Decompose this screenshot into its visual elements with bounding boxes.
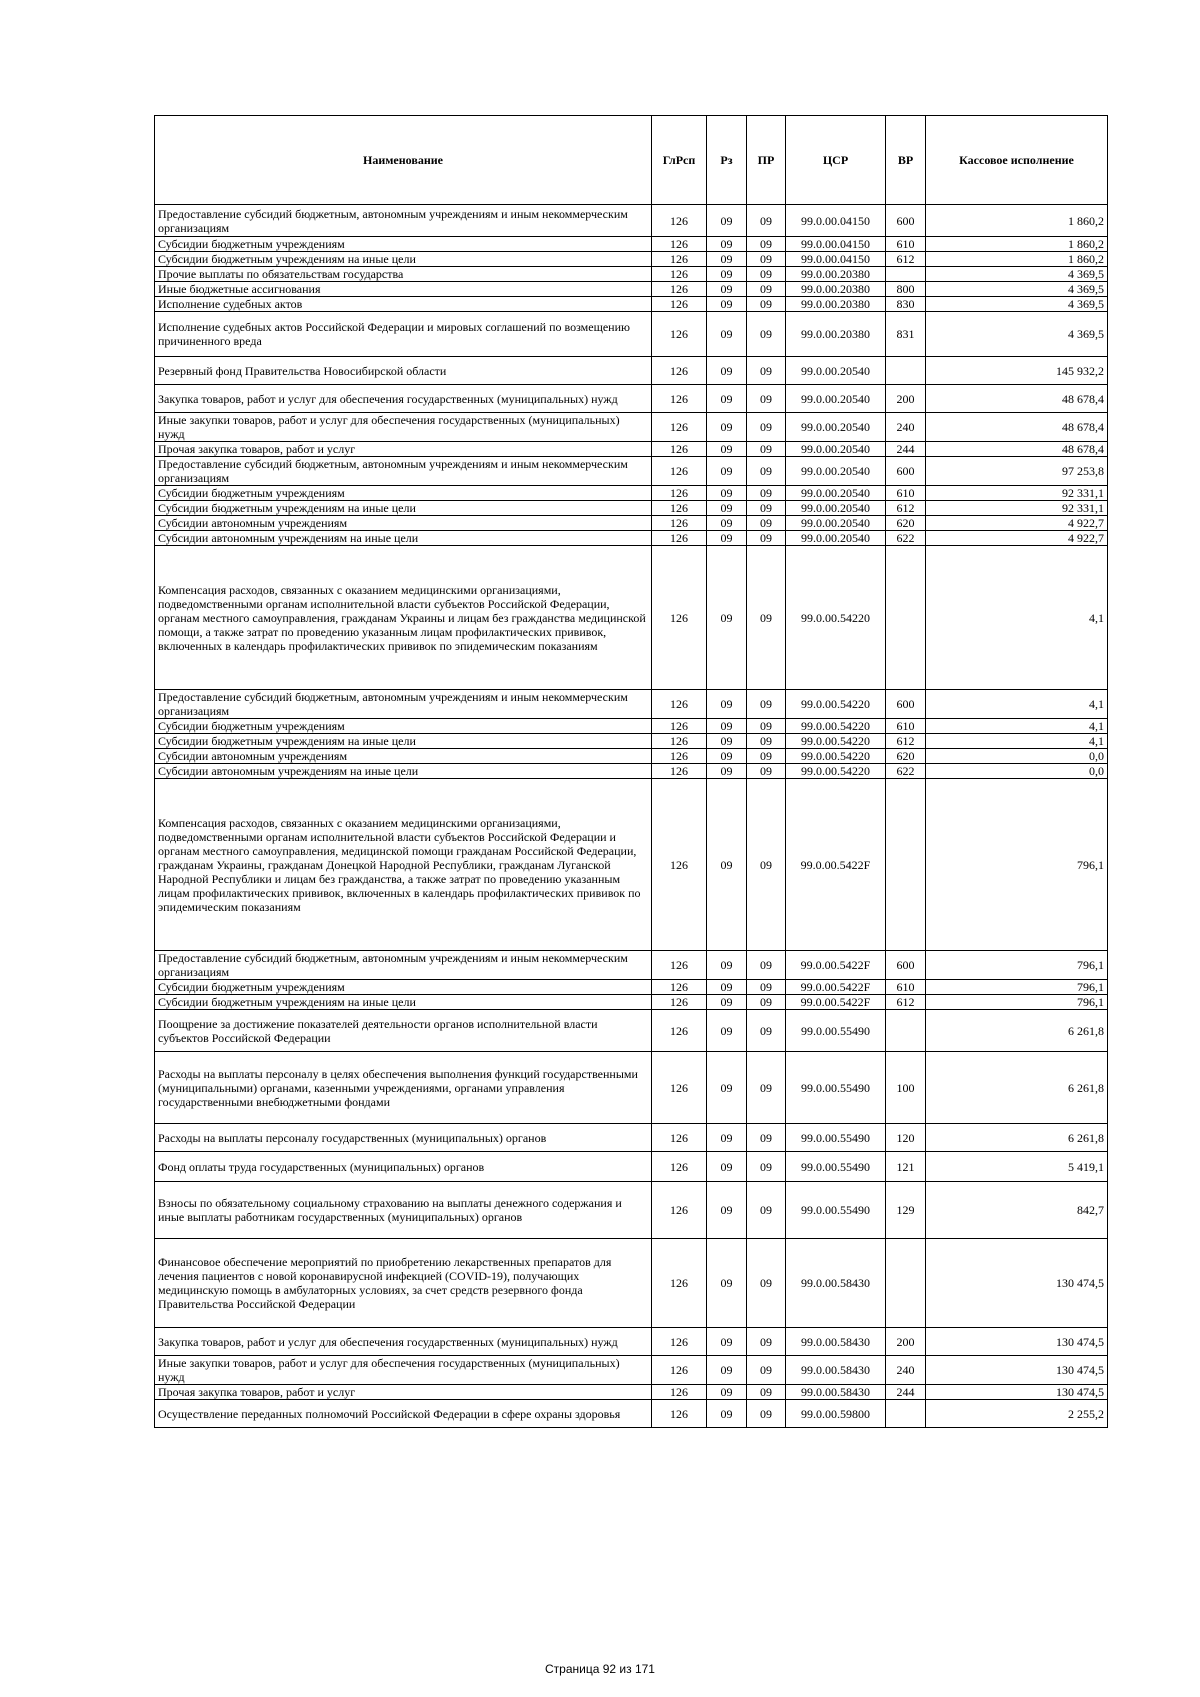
cell-name: Поощрение за достижение показателей деятельности органов исполнительной власти субъектов Российской Федерации [155, 1010, 652, 1052]
table-row [155, 252, 1108, 267]
cell-glrsp: 126 [652, 267, 707, 282]
cell-rz: 09 [707, 1356, 747, 1385]
cell-vr: 610 [886, 980, 926, 995]
cell-pr: 09 [747, 501, 786, 516]
cell-rz: 09 [707, 1182, 747, 1239]
cell-name: Прочая закупка товаров, работ и услуг [155, 442, 652, 457]
cell-vr: 610 [886, 486, 926, 501]
cell-rz: 09 [707, 980, 747, 995]
table-row [155, 1328, 1108, 1356]
cell-csr: 99.0.00.5422F [786, 951, 886, 980]
cell-rz: 09 [707, 457, 747, 486]
table-row [155, 1010, 1108, 1052]
table-row [155, 546, 1108, 690]
table-row [155, 442, 1108, 457]
cell-vr: 622 [886, 764, 926, 779]
cell-pr: 09 [747, 749, 786, 764]
cell-pr: 09 [747, 734, 786, 749]
cell-csr: 99.0.00.20540 [786, 413, 886, 442]
cell-pr: 09 [747, 252, 786, 267]
cell-vr: 612 [886, 734, 926, 749]
cell-amount: 4 922,7 [926, 516, 1108, 531]
cell-rz: 09 [707, 546, 747, 690]
cell-amount: 796,1 [926, 951, 1108, 980]
cell-glrsp: 126 [652, 1400, 707, 1428]
cell-rz: 09 [707, 501, 747, 516]
cell-name: Субсидии бюджетным учреждениям [155, 980, 652, 995]
cell-csr: 99.0.00.54220 [786, 546, 886, 690]
cell-csr: 99.0.00.20540 [786, 357, 886, 385]
cell-name: Закупка товаров, работ и услуг для обеспечения государственных (муниципальных) нужд [155, 385, 652, 413]
cell-pr: 09 [747, 1400, 786, 1428]
cell-glrsp: 126 [652, 690, 707, 719]
cell-vr: 600 [886, 205, 926, 237]
table-row [155, 719, 1108, 734]
cell-rz: 09 [707, 237, 747, 252]
cell-csr: 99.0.00.20380 [786, 312, 886, 357]
cell-pr: 09 [747, 282, 786, 297]
cell-name: Субсидии автономным учреждениям [155, 749, 652, 764]
cell-csr: 99.0.00.55490 [786, 1152, 886, 1182]
cell-amount: 1 860,2 [926, 237, 1108, 252]
table-row [155, 297, 1108, 312]
cell-name: Резервный фонд Правительства Новосибирской области [155, 357, 652, 385]
cell-csr: 99.0.00.54220 [786, 719, 886, 734]
cell-amount: 842,7 [926, 1182, 1108, 1239]
cell-amount: 5 419,1 [926, 1152, 1108, 1182]
cell-rz: 09 [707, 749, 747, 764]
cell-vr: 612 [886, 995, 926, 1010]
cell-csr: 99.0.00.20380 [786, 267, 886, 282]
table-row [155, 980, 1108, 995]
table-row [155, 501, 1108, 516]
cell-glrsp: 126 [652, 205, 707, 237]
cell-rz: 09 [707, 413, 747, 442]
cell-name: Предоставление субсидий бюджетным, автономным учреждениям и иным некоммерческим организациям [155, 205, 652, 237]
cell-pr: 09 [747, 516, 786, 531]
cell-vr: 612 [886, 252, 926, 267]
cell-glrsp: 126 [652, 734, 707, 749]
cell-name: Субсидии автономным учреждениям [155, 516, 652, 531]
cell-name: Иные закупки товаров, работ и услуг для обеспечения государственных (муниципальных) нужд [155, 413, 652, 442]
cell-name: Компенсация расходов, связанных с оказанием медицинскими организациями, подведомственными органам исполнительной власти субъектов Российской Федерации, органам местного самоуправления, гражданам Украины и лицам без гражданства медицинской помощи, а также затрат по проведению указанным лицам профилактических прививок, включенных в календарь профилактических прививок по эпидемическим показаниям [155, 546, 652, 690]
cell-glrsp: 126 [652, 1052, 707, 1124]
cell-rz: 09 [707, 312, 747, 357]
header-vr: ВР [886, 116, 926, 205]
cell-rz: 09 [707, 1400, 747, 1428]
table-row [155, 457, 1108, 486]
cell-name: Субсидии бюджетным учреждениям на иные цели [155, 501, 652, 516]
cell-rz: 09 [707, 1328, 747, 1356]
table-row [155, 267, 1108, 282]
cell-amount: 92 331,1 [926, 486, 1108, 501]
cell-name: Фонд оплаты труда государственных (муниципальных) органов [155, 1152, 652, 1182]
cell-pr: 09 [747, 531, 786, 546]
cell-name: Исполнение судебных актов [155, 297, 652, 312]
cell-pr: 09 [747, 546, 786, 690]
cell-glrsp: 126 [652, 1010, 707, 1052]
cell-glrsp: 126 [652, 486, 707, 501]
header-glrsp: ГлРсп [652, 116, 707, 205]
cell-amount: 130 474,5 [926, 1239, 1108, 1328]
cell-csr: 99.0.00.04150 [786, 252, 886, 267]
cell-glrsp: 126 [652, 237, 707, 252]
header-name: Наименование [155, 116, 652, 205]
cell-rz: 09 [707, 486, 747, 501]
cell-vr: 120 [886, 1124, 926, 1152]
cell-rz: 09 [707, 1052, 747, 1124]
cell-name: Осуществление переданных полномочий Российской Федерации в сфере охраны здоровья [155, 1400, 652, 1428]
table-header-row [155, 116, 1108, 205]
cell-amount: 1 860,2 [926, 252, 1108, 267]
cell-name: Иные бюджетные ассигнования [155, 282, 652, 297]
cell-vr: 600 [886, 690, 926, 719]
cell-pr: 09 [747, 1239, 786, 1328]
cell-vr: 620 [886, 749, 926, 764]
cell-pr: 09 [747, 719, 786, 734]
cell-pr: 09 [747, 764, 786, 779]
cell-csr: 99.0.00.58430 [786, 1328, 886, 1356]
cell-vr: 121 [886, 1152, 926, 1182]
cell-vr: 600 [886, 457, 926, 486]
cell-pr: 09 [747, 205, 786, 237]
cell-vr: 622 [886, 531, 926, 546]
cell-vr [886, 1400, 926, 1428]
header-amount: Кассовое исполнение [926, 116, 1108, 205]
cell-pr: 09 [747, 442, 786, 457]
cell-name: Субсидии бюджетным учреждениям на иные цели [155, 252, 652, 267]
cell-glrsp: 126 [652, 1124, 707, 1152]
cell-name: Предоставление субсидий бюджетным, автономным учреждениям и иным некоммерческим организациям [155, 951, 652, 980]
cell-rz: 09 [707, 1385, 747, 1400]
cell-rz: 09 [707, 1124, 747, 1152]
cell-vr: 800 [886, 282, 926, 297]
cell-glrsp: 126 [652, 501, 707, 516]
cell-glrsp: 126 [652, 385, 707, 413]
cell-csr: 99.0.00.55490 [786, 1124, 886, 1152]
cell-vr: 612 [886, 501, 926, 516]
cell-vr [886, 267, 926, 282]
cell-amount: 796,1 [926, 980, 1108, 995]
cell-name: Субсидии автономным учреждениям на иные цели [155, 531, 652, 546]
cell-pr: 09 [747, 1010, 786, 1052]
cell-pr: 09 [747, 385, 786, 413]
cell-glrsp: 126 [652, 442, 707, 457]
cell-pr: 09 [747, 413, 786, 442]
cell-csr: 99.0.00.20380 [786, 297, 886, 312]
cell-amount: 2 255,2 [926, 1400, 1108, 1428]
cell-glrsp: 126 [652, 1239, 707, 1328]
cell-glrsp: 126 [652, 457, 707, 486]
table-row [155, 995, 1108, 1010]
cell-rz: 09 [707, 1152, 747, 1182]
cell-name: Взносы по обязательному социальному страхованию на выплаты денежного содержания и иные выплаты работникам государственных (муниципальных) органов [155, 1182, 652, 1239]
cell-amount: 97 253,8 [926, 457, 1108, 486]
cell-glrsp: 126 [652, 297, 707, 312]
cell-rz: 09 [707, 516, 747, 531]
cell-csr: 99.0.00.58430 [786, 1356, 886, 1385]
table-row [155, 1239, 1108, 1328]
cell-amount: 4 369,5 [926, 282, 1108, 297]
cell-vr: 244 [886, 442, 926, 457]
cell-rz: 09 [707, 719, 747, 734]
table-row [155, 764, 1108, 779]
cell-csr: 99.0.00.20540 [786, 486, 886, 501]
cell-csr: 99.0.00.54220 [786, 690, 886, 719]
cell-csr: 99.0.00.5422F [786, 995, 886, 1010]
cell-csr: 99.0.00.58430 [786, 1239, 886, 1328]
cell-rz: 09 [707, 267, 747, 282]
table-row [155, 1182, 1108, 1239]
cell-pr: 09 [747, 1385, 786, 1400]
cell-name: Расходы на выплаты персоналу в целях обеспечения выполнения функций государственными (муниципальными) органами, казенными учреждениями, органами управления государственными внебюджетными фондами [155, 1052, 652, 1124]
cell-amount: 796,1 [926, 779, 1108, 951]
cell-name: Субсидии бюджетным учреждениям на иные цели [155, 995, 652, 1010]
cell-csr: 99.0.00.20540 [786, 385, 886, 413]
cell-vr: 200 [886, 385, 926, 413]
table-row [155, 749, 1108, 764]
cell-amount: 4,1 [926, 734, 1108, 749]
cell-rz: 09 [707, 764, 747, 779]
cell-amount: 6 261,8 [926, 1052, 1108, 1124]
cell-csr: 99.0.00.20540 [786, 531, 886, 546]
cell-glrsp: 126 [652, 516, 707, 531]
table-row [155, 1124, 1108, 1152]
cell-glrsp: 126 [652, 719, 707, 734]
cell-rz: 09 [707, 385, 747, 413]
cell-glrsp: 126 [652, 749, 707, 764]
cell-pr: 09 [747, 690, 786, 719]
cell-glrsp: 126 [652, 531, 707, 546]
cell-amount: 48 678,4 [926, 413, 1108, 442]
cell-csr: 99.0.00.59800 [786, 1400, 886, 1428]
cell-pr: 09 [747, 1182, 786, 1239]
cell-amount: 796,1 [926, 995, 1108, 1010]
cell-pr: 09 [747, 1124, 786, 1152]
cell-amount: 4,1 [926, 719, 1108, 734]
table-row [155, 413, 1108, 442]
cell-amount: 145 932,2 [926, 357, 1108, 385]
cell-csr: 99.0.00.04150 [786, 205, 886, 237]
table-row [155, 237, 1108, 252]
cell-rz: 09 [707, 734, 747, 749]
cell-vr: 240 [886, 1356, 926, 1385]
table-row [155, 312, 1108, 357]
cell-vr: 200 [886, 1328, 926, 1356]
cell-vr [886, 357, 926, 385]
table-row [155, 1385, 1108, 1400]
cell-name: Субсидии бюджетным учреждениям [155, 237, 652, 252]
cell-pr: 09 [747, 357, 786, 385]
cell-vr: 830 [886, 297, 926, 312]
cell-pr: 09 [747, 951, 786, 980]
cell-pr: 09 [747, 267, 786, 282]
cell-pr: 09 [747, 486, 786, 501]
budget-table [154, 115, 1108, 1428]
cell-name: Прочие выплаты по обязательствам государства [155, 267, 652, 282]
cell-rz: 09 [707, 951, 747, 980]
table-row [155, 1356, 1108, 1385]
cell-vr: 610 [886, 237, 926, 252]
cell-vr: 100 [886, 1052, 926, 1124]
cell-glrsp: 126 [652, 779, 707, 951]
cell-csr: 99.0.00.20540 [786, 501, 886, 516]
cell-rz: 09 [707, 297, 747, 312]
cell-amount: 4,1 [926, 546, 1108, 690]
cell-pr: 09 [747, 1052, 786, 1124]
cell-name: Предоставление субсидий бюджетным, автономным учреждениям и иным некоммерческим организациям [155, 690, 652, 719]
cell-rz: 09 [707, 252, 747, 267]
cell-glrsp: 126 [652, 312, 707, 357]
table-row [155, 779, 1108, 951]
cell-vr: 129 [886, 1182, 926, 1239]
cell-rz: 09 [707, 282, 747, 297]
table-row [155, 1400, 1108, 1428]
cell-name: Субсидии бюджетным учреждениям на иные цели [155, 734, 652, 749]
cell-csr: 99.0.00.58430 [786, 1385, 886, 1400]
cell-amount: 48 678,4 [926, 385, 1108, 413]
cell-name: Финансовое обеспечение мероприятий по приобретению лекарственных препаратов для лечения пациентов с новой коронавирусной инфекцией (COVID-19), получающих медицинскую помощь в амбулаторных условиях, за счет средств резервного фонда Правительства Российской Федерации [155, 1239, 652, 1328]
cell-glrsp: 126 [652, 951, 707, 980]
cell-name: Субсидии бюджетным учреждениям [155, 719, 652, 734]
page-number: Страница 92 из 171 [545, 1662, 655, 1676]
cell-csr: 99.0.00.55490 [786, 1052, 886, 1124]
cell-amount: 130 474,5 [926, 1385, 1108, 1400]
cell-name: Прочая закупка товаров, работ и услуг [155, 1385, 652, 1400]
cell-pr: 09 [747, 1328, 786, 1356]
cell-name: Субсидии автономным учреждениям на иные цели [155, 764, 652, 779]
cell-pr: 09 [747, 237, 786, 252]
cell-vr [886, 1239, 926, 1328]
cell-pr: 09 [747, 312, 786, 357]
cell-csr: 99.0.00.20540 [786, 516, 886, 531]
cell-glrsp: 126 [652, 413, 707, 442]
table-body [155, 205, 1108, 1428]
cell-amount: 0,0 [926, 764, 1108, 779]
cell-glrsp: 126 [652, 995, 707, 1010]
cell-amount: 0,0 [926, 749, 1108, 764]
cell-amount: 4 369,5 [926, 312, 1108, 357]
cell-csr: 99.0.00.5422F [786, 980, 886, 995]
cell-csr: 99.0.00.5422F [786, 779, 886, 951]
table-row [155, 486, 1108, 501]
cell-glrsp: 126 [652, 980, 707, 995]
table-row [155, 951, 1108, 980]
cell-glrsp: 126 [652, 1328, 707, 1356]
cell-csr: 99.0.00.54220 [786, 749, 886, 764]
cell-rz: 09 [707, 442, 747, 457]
cell-amount: 48 678,4 [926, 442, 1108, 457]
cell-glrsp: 126 [652, 1182, 707, 1239]
cell-amount: 4 369,5 [926, 267, 1108, 282]
table-row [155, 531, 1108, 546]
cell-csr: 99.0.00.20380 [786, 282, 886, 297]
cell-amount: 130 474,5 [926, 1356, 1108, 1385]
cell-csr: 99.0.00.20540 [786, 457, 886, 486]
cell-csr: 99.0.00.55490 [786, 1010, 886, 1052]
cell-name: Компенсация расходов, связанных с оказанием медицинскими организациями, подведомственными органам исполнительной власти субъектов Российской Федерации и органам местного самоуправления, медицинской помощи гражданам Российской Федерации, гражданам Украины, гражданам Донецкой Народной Республики, гражданам Луганской Народной Республики и лицам без гражданства, а также затрат по проведению указанным лицам профилактических прививок, включенных в календарь профилактических прививок по эпидемическим показаниям [155, 779, 652, 951]
cell-rz: 09 [707, 357, 747, 385]
cell-vr [886, 1010, 926, 1052]
cell-glrsp: 126 [652, 764, 707, 779]
cell-name: Расходы на выплаты персоналу государственных (муниципальных) органов [155, 1124, 652, 1152]
cell-pr: 09 [747, 457, 786, 486]
cell-vr [886, 779, 926, 951]
table-row [155, 1152, 1108, 1182]
cell-pr: 09 [747, 297, 786, 312]
cell-vr: 620 [886, 516, 926, 531]
cell-pr: 09 [747, 995, 786, 1010]
cell-glrsp: 126 [652, 282, 707, 297]
cell-csr: 99.0.00.54220 [786, 734, 886, 749]
cell-name: Субсидии бюджетным учреждениям [155, 486, 652, 501]
cell-amount: 92 331,1 [926, 501, 1108, 516]
cell-csr: 99.0.00.04150 [786, 237, 886, 252]
cell-name: Иные закупки товаров, работ и услуг для обеспечения государственных (муниципальных) нужд [155, 1356, 652, 1385]
table-row [155, 205, 1108, 237]
cell-name: Предоставление субсидий бюджетным, автономным учреждениям и иным некоммерческим организациям [155, 457, 652, 486]
cell-glrsp: 126 [652, 1356, 707, 1385]
cell-amount: 4 922,7 [926, 531, 1108, 546]
header-rz: Рз [707, 116, 747, 205]
cell-pr: 09 [747, 980, 786, 995]
cell-rz: 09 [707, 531, 747, 546]
cell-glrsp: 126 [652, 1385, 707, 1400]
cell-glrsp: 126 [652, 357, 707, 385]
table-row [155, 1052, 1108, 1124]
cell-rz: 09 [707, 1010, 747, 1052]
cell-vr [886, 546, 926, 690]
cell-glrsp: 126 [652, 1152, 707, 1182]
cell-amount: 6 261,8 [926, 1010, 1108, 1052]
cell-vr: 240 [886, 413, 926, 442]
cell-pr: 09 [747, 779, 786, 951]
table-row [155, 516, 1108, 531]
table-row [155, 734, 1108, 749]
cell-vr: 244 [886, 1385, 926, 1400]
cell-glrsp: 126 [652, 252, 707, 267]
cell-rz: 09 [707, 205, 747, 237]
cell-name: Закупка товаров, работ и услуг для обеспечения государственных (муниципальных) нужд [155, 1328, 652, 1356]
cell-csr: 99.0.00.55490 [786, 1182, 886, 1239]
cell-amount: 4,1 [926, 690, 1108, 719]
cell-pr: 09 [747, 1356, 786, 1385]
cell-vr: 610 [886, 719, 926, 734]
cell-glrsp: 126 [652, 546, 707, 690]
cell-pr: 09 [747, 1152, 786, 1182]
cell-rz: 09 [707, 690, 747, 719]
cell-amount: 1 860,2 [926, 205, 1108, 237]
cell-amount: 6 261,8 [926, 1124, 1108, 1152]
cell-rz: 09 [707, 1239, 747, 1328]
cell-rz: 09 [707, 995, 747, 1010]
table-row [155, 357, 1108, 385]
cell-csr: 99.0.00.54220 [786, 764, 886, 779]
cell-csr: 99.0.00.20540 [786, 442, 886, 457]
cell-vr: 831 [886, 312, 926, 357]
cell-vr: 600 [886, 951, 926, 980]
cell-name: Исполнение судебных актов Российской Федерации и мировых соглашений по возмещению причиненного вреда [155, 312, 652, 357]
table-row [155, 385, 1108, 413]
table-row [155, 690, 1108, 719]
cell-rz: 09 [707, 779, 747, 951]
cell-amount: 4 369,5 [926, 297, 1108, 312]
header-csr: ЦСР [786, 116, 886, 205]
cell-amount: 130 474,5 [926, 1328, 1108, 1356]
table-row [155, 282, 1108, 297]
header-pr: ПР [747, 116, 786, 205]
